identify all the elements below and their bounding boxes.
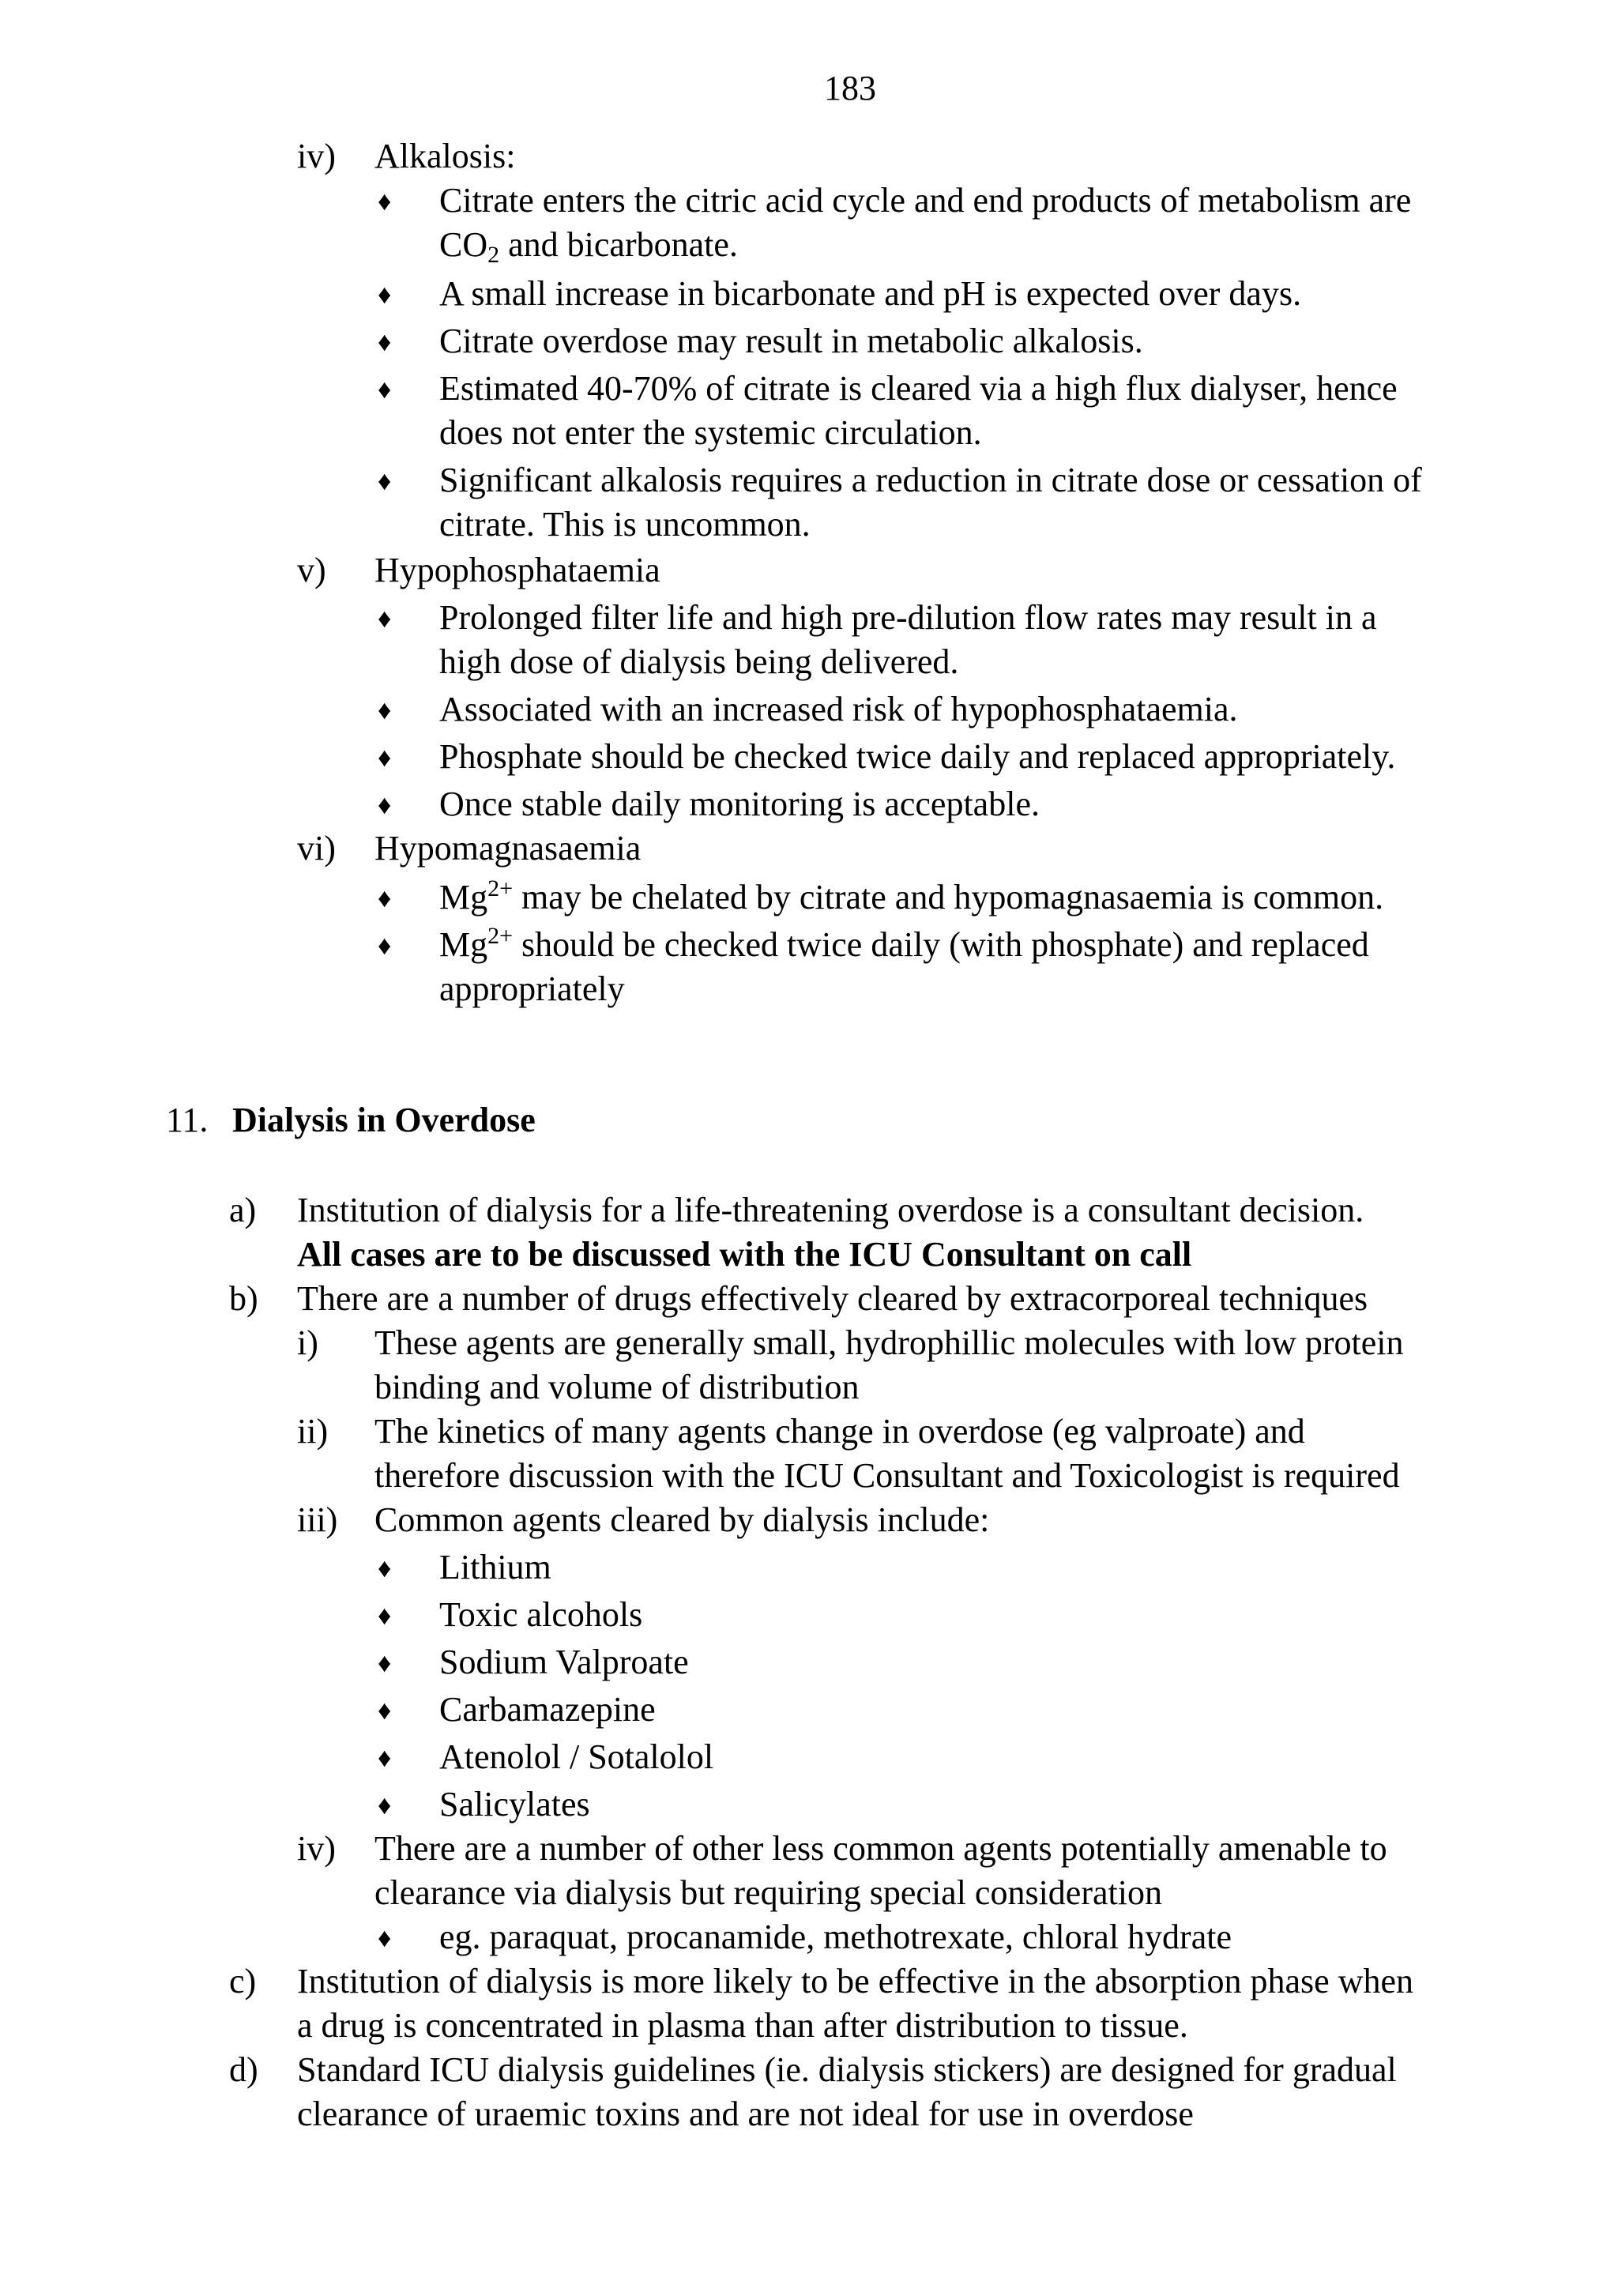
bullet-diamond-icon: ♦ <box>378 1602 392 1631</box>
hypomag-bullet-2-line-1: $Mg^{2+}$ should be checked twice daily (with phosphate) and replaced <box>439 923 1369 964</box>
alkalosis-title: Alkalosis: <box>374 137 516 175</box>
bullet-diamond-icon: ♦ <box>378 932 392 961</box>
hypophos-bullet-1-line-2: high dose of dialysis being delivered. <box>439 642 959 681</box>
item-b-iii-marker: iii) <box>297 1500 338 1539</box>
bullet-diamond-icon: ♦ <box>378 1791 392 1820</box>
alkalosis-bullet-2: A small increase in bicarbonate and pH is expected over days. <box>439 274 1302 313</box>
item-b-ii-line-2: therefore discussion with the ICU Consultant and Toxicologist is required <box>374 1456 1400 1495</box>
agent-item: Carbamazepine <box>439 1690 656 1729</box>
alkalosis-bullet-1-line-1: Citrate enters the citric acid cycle and end products of metabolism are <box>439 181 1412 220</box>
item-b-iv-line-2: clearance via dialysis but requiring special consideration <box>374 1873 1162 1912</box>
bullet-diamond-icon: ♦ <box>378 187 392 216</box>
alkalosis-bullet-1-line-2: $CO_2$ and bicarbonate. <box>439 225 738 268</box>
alkalosis-bullet-4-line-2: does not enter the systemic circulation. <box>439 413 982 452</box>
item-c-line-1: Institution of dialysis is more likely to be effective in the absorption phase when <box>297 1962 1414 2001</box>
bullet-diamond-icon: ♦ <box>378 375 392 405</box>
item-a-line-1: Institution of dialysis for a life-threatening overdose is a consultant decision. <box>297 1191 1364 1229</box>
page-number: 183 <box>824 69 876 107</box>
alkalosis-bullet-4-line-1: Estimated 40-70% of citrate is cleared via a high flux dialyser, hence <box>439 369 1398 408</box>
agent-item: Sodium Valproate <box>439 1643 689 1681</box>
item-b-ii-marker: ii) <box>297 1412 329 1451</box>
item-b-marker: b) <box>229 1279 258 1318</box>
bullet-diamond-icon: ♦ <box>378 1924 392 1953</box>
hypomag-marker: vi) <box>297 829 336 868</box>
alkalosis-bullet-5-line-2: citrate. This is uncommon. <box>439 505 811 544</box>
agent-item: Toxic alcohols <box>439 1595 643 1634</box>
item-b-i-marker: i) <box>297 1323 318 1362</box>
hypophos-marker: v) <box>297 551 326 589</box>
item-b-i-line-1: These agents are generally small, hydrophillic molecules with low protein <box>374 1323 1404 1362</box>
agent-item: Atenolol / Sotalolol <box>439 1737 714 1776</box>
item-a-line-2: All cases are to be discussed with the ICU Consultant on call <box>297 1235 1192 1274</box>
hypomag-bullet-2-line-2: appropriately <box>439 969 625 1008</box>
item-b-ii-line-1: The kinetics of many agents change in overdose (eg valproate) and <box>374 1412 1305 1451</box>
alkalosis-bullet-3: Citrate overdose may result in metabolic alkalosis. <box>439 322 1143 360</box>
bullet-diamond-icon: ♦ <box>378 884 392 913</box>
hypophos-bullet-1-line-1: Prolonged filter life and high pre-dilution flow rates may result in a <box>439 598 1377 637</box>
bullet-diamond-icon: ♦ <box>378 696 392 725</box>
bullet-diamond-icon: ♦ <box>378 1744 392 1773</box>
item-c-line-2: a drug is concentrated in plasma than after distribution to tissue. <box>297 2006 1188 2045</box>
item-c-marker: c) <box>229 1962 257 2001</box>
item-b-iv-marker: iv) <box>297 1829 336 1868</box>
bullet-diamond-icon: ♦ <box>378 1649 392 1678</box>
alkalosis-marker: iv) <box>297 137 336 175</box>
agent-item: Lithium <box>439 1548 551 1586</box>
bullet-diamond-icon: ♦ <box>378 280 392 310</box>
item-b-iii-line-1: Common agents cleared by dialysis include: <box>374 1500 990 1539</box>
item-b-i-line-2: binding and volume of distribution <box>374 1368 860 1406</box>
item-d-marker: d) <box>229 2050 258 2089</box>
hypomag-bullet-1: $Mg^{2+}$ may be chelated by citrate and hypomagnasaemia is common. <box>439 875 1384 917</box>
item-b-iv-bullet: eg. paraquat, procanamide, methotrexate, chloral hydrate <box>439 1918 1232 1956</box>
bullet-diamond-icon: ♦ <box>378 604 392 634</box>
item-d-line-2: clearance of uraemic toxins and are not ideal for use in overdose <box>297 2095 1194 2133</box>
hypomag-title: Hypomagnasaemia <box>374 829 642 868</box>
section-heading: Dialysis in Overdose <box>232 1101 536 1139</box>
hypophos-bullet-3: Phosphate should be checked twice daily and replaced appropriately. <box>439 737 1396 776</box>
bullet-diamond-icon: ♦ <box>378 743 392 773</box>
bullet-diamond-icon: ♦ <box>378 791 392 820</box>
alkalosis-bullet-5-line-1: Significant alkalosis requires a reduction in citrate dose or cessation of <box>439 461 1422 499</box>
item-d-line-1: Standard ICU dialysis guidelines (ie. dialysis stickers) are designed for gradual <box>297 2050 1397 2089</box>
section-number: 11. <box>166 1101 209 1139</box>
hypophos-title: Hypophosphataemia <box>374 551 660 589</box>
item-a-marker: a) <box>229 1191 257 1229</box>
bullet-diamond-icon: ♦ <box>378 1554 392 1583</box>
hypophos-bullet-4: Once stable daily monitoring is acceptable. <box>439 785 1040 823</box>
agent-item: Salicylates <box>439 1785 590 1824</box>
hypophos-bullet-2: Associated with an increased risk of hypophosphataemia. <box>439 690 1238 728</box>
bullet-diamond-icon: ♦ <box>378 467 392 496</box>
bullet-diamond-icon: ♦ <box>378 1696 392 1726</box>
item-b-line-1: There are a number of drugs effectively cleared by extracorporeal techniques <box>297 1279 1368 1318</box>
bullet-diamond-icon: ♦ <box>378 328 392 357</box>
item-b-iv-line-1: There are a number of other less common agents potentially amenable to <box>374 1829 1387 1868</box>
